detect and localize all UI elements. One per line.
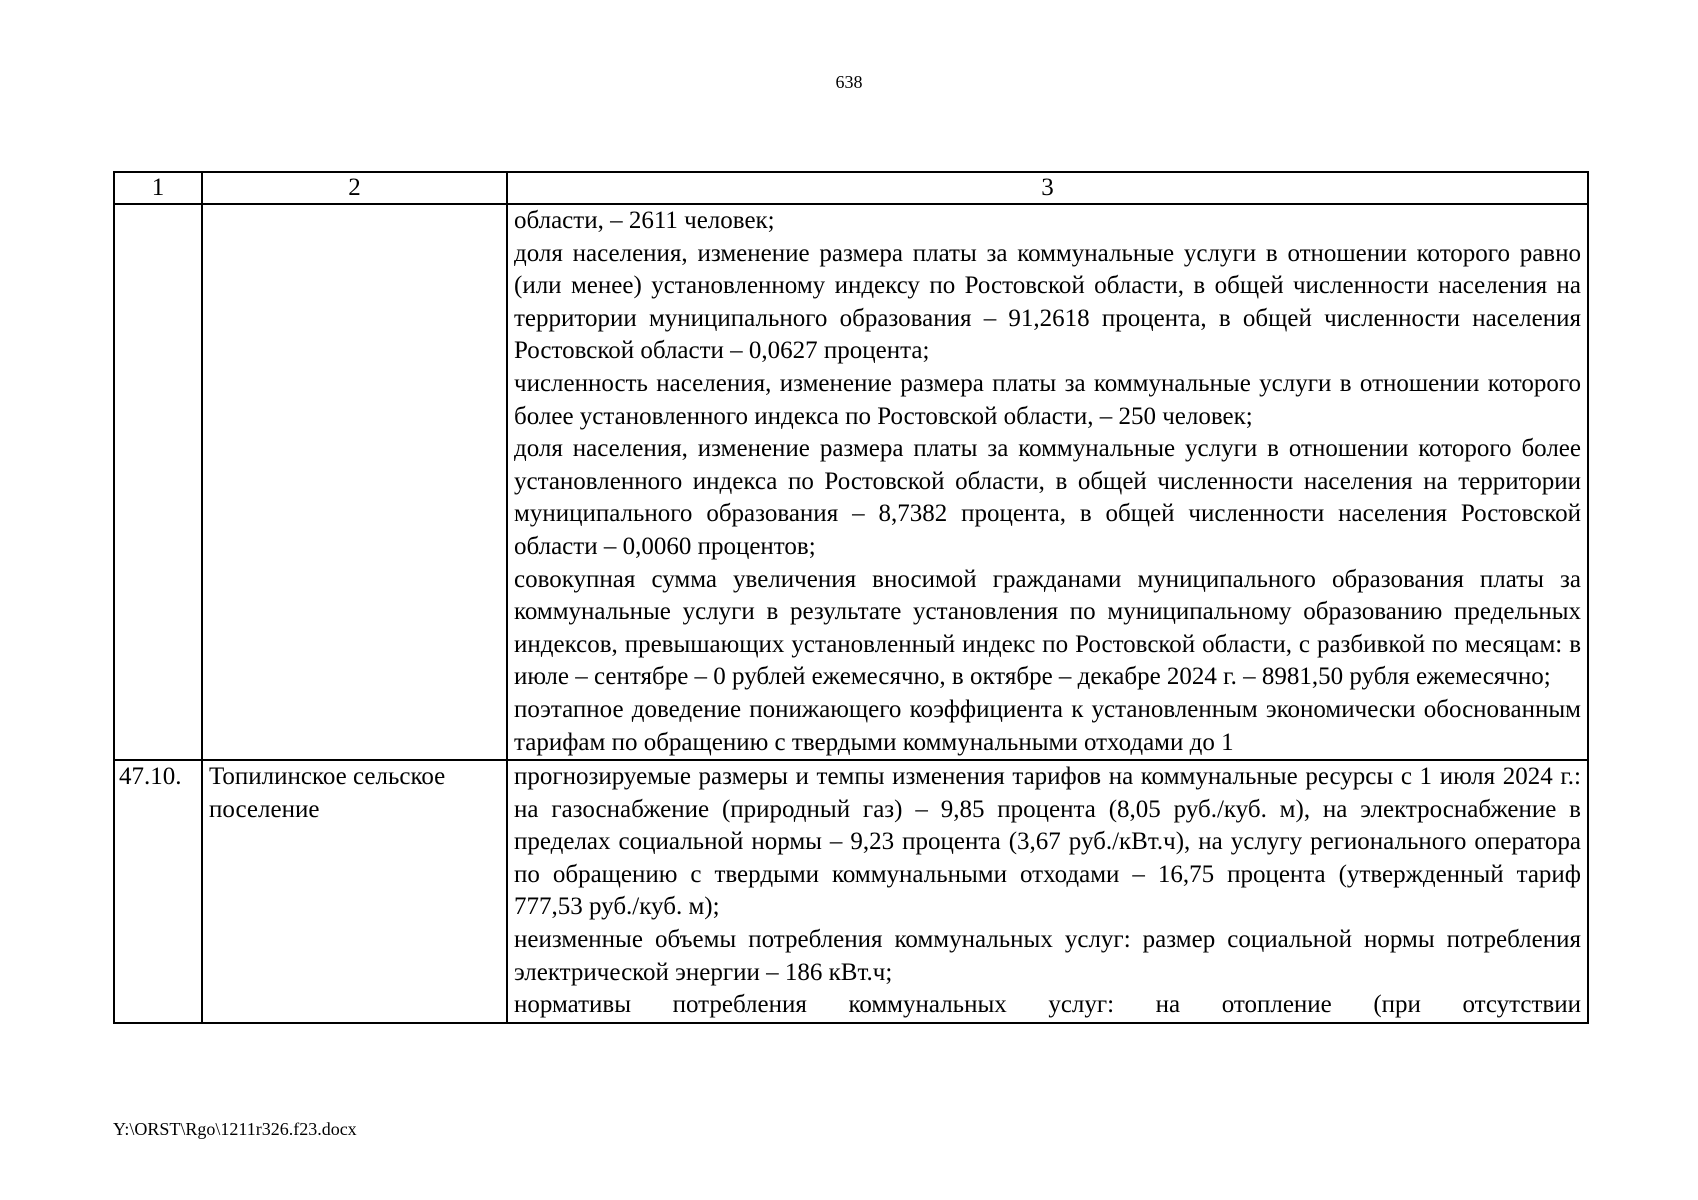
table-header-row [114,172,1588,204]
table-row [114,760,1588,1023]
description-cell [507,760,1588,1023]
paragraph: области, – 2611 человек; [514,207,775,234]
paragraph: неизменные объемы потребления коммунальных услуг: размер социальной нормы потребления электрической энергии – 186 кВт.ч; [514,926,1581,986]
description-cell [507,204,1588,760]
paragraph: нормативы потребления коммунальных услуг: на отопление (при отсутствии [514,991,1581,1019]
column-header-3: 3 [507,172,1588,204]
table-row [114,204,1588,760]
page-number: 638 [835,72,863,92]
file-path-footer: Y:\ORST\Rgo\1211r326.f23.docx [113,1119,357,1139]
column-header-2: 2 [202,172,507,204]
tariff-table [113,171,1589,1024]
paragraph: доля населения, изменение размера платы за коммунальные услуги в отношении которого равно (или менее) установленному индексу по Ростовской области, в общей численности населения на территории муниципального образования – 91,2618 процента, в общей численности населения Ростовской области – 0,0627 процента; [514,239,1581,365]
paragraph: численность населения, изменение размера платы за коммунальные услуги в отношении которого более установленного индекса по Ростовской области, – 250 человек; [514,369,1581,430]
municipality-name-cell [202,204,507,760]
paragraph: поэтапное доведение понижающего коэффициента к установленным экономически обоснованным тарифам по обращению с твердыми коммунальными отходами до 1 [514,695,1581,756]
municipality-name-cell: Топилинское сельское поселение [202,760,507,1023]
row-number-cell [114,204,202,760]
paragraph: доля населения, изменение размера платы за коммунальные услуги в отношении которого более установленного индекса по Ростовской области, в общей численности населения на территории муниципального образования – 8,7382 процента, в общей численности населения Ростовской области – 0,0060 процентов; [514,435,1581,560]
column-header-1: 1 [114,172,202,204]
description-cell-content [514,761,1581,1022]
row-number-cell: 47.10. [114,760,202,1023]
paragraph: прогнозируемые размеры и темпы изменения тарифов на коммунальные ресурсы с 1 июля 2024 г.: на газоснабжение (природный газ) – 9,85 процента (8,05 руб./куб. м), на электроснабжение в пределах социальной нормы – 9,23 процента (3,67 руб./кВт.ч), на услугу регионального оператора по обращению с твердыми коммунальными отходами – 16,75 процента (утвержденный тариф 777,53 руб./куб. м); [514,763,1581,921]
paragraph: совокупная сумма увеличения вносимой гражданами муниципального образования платы за коммунальные услуги в результате установления по муниципальному образованию предельных индексов, превышающих установленный индекс по Ростовской области, с разбивкой по месяцам: в июле – сентябре – 0 рублей ежемесячно, в октябре – декабре 2024 г. – 8981,50 рубля ежемесячно; [514,565,1581,691]
